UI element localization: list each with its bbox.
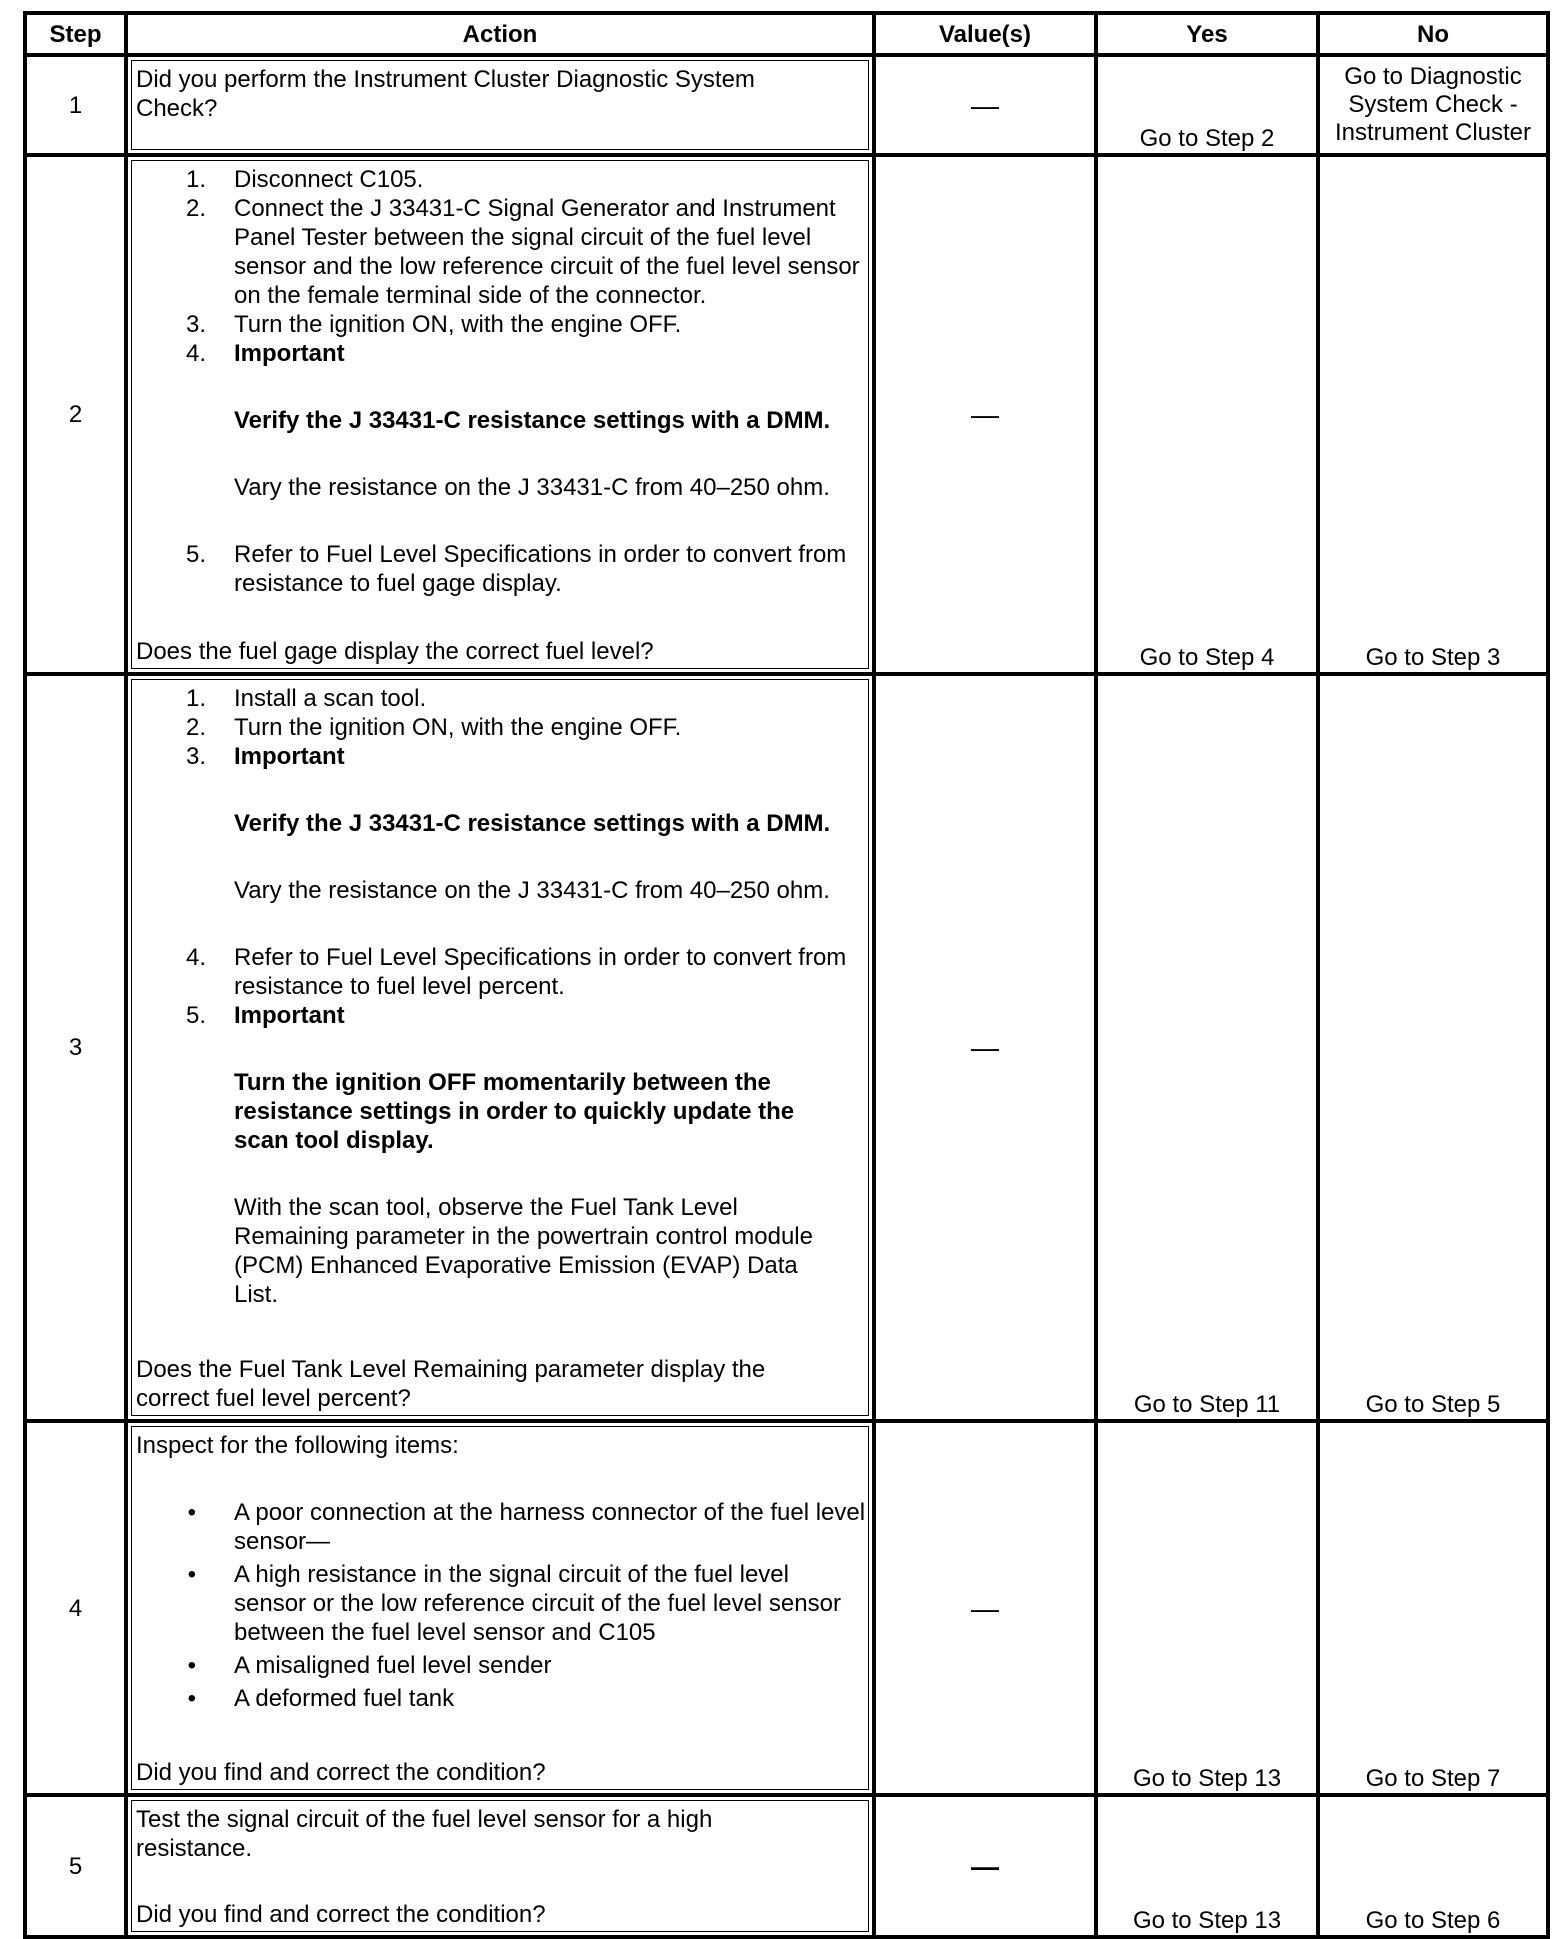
bullet-icon: • — [187, 1652, 196, 1679]
bullet-icon: • — [187, 1499, 196, 1526]
header-values: Value(s) — [874, 13, 1096, 55]
action-cell — [126, 1421, 874, 1795]
table-row — [25, 674, 1548, 1421]
item-text: A high resistance in the signal circuit of the fuel level sensor or the low reference circuit of the fuel level sensor between the fuel level sensor and C105 — [234, 1561, 841, 1646]
yes-cell: Go to Step 2 — [1096, 55, 1318, 155]
action-cell — [126, 155, 874, 674]
value-cell: — — [874, 155, 1096, 674]
important-note: Verify the J 33431-C resistance settings with a DMM. — [234, 407, 831, 434]
question-text: Does the fuel gage display the correct fuel level? — [136, 638, 654, 665]
important-label: Important — [234, 1002, 345, 1029]
item-number: 1. — [185, 166, 206, 193]
header-step: Step — [25, 13, 126, 55]
note-text: With the scan tool, observe the Fuel Tank Level Remaining parameter in the powertrain control module (PCM) Enhanced Evaporative Emission (EVAP) Data List. — [234, 1194, 813, 1308]
intro-text: Inspect for the following items: — [136, 1432, 459, 1459]
important-label: Important — [234, 340, 345, 367]
value-cell: — — [874, 674, 1096, 1421]
step-number: 1 — [25, 55, 126, 155]
header-yes: Yes — [1096, 13, 1318, 55]
item-text: Turn the ignition ON, with the engine OFF. — [234, 714, 682, 741]
step-number: 3 — [25, 674, 126, 1421]
bullet-icon: • — [187, 1561, 196, 1588]
question-text: Does the Fuel Tank Level Remaining parameter display the correct fuel level percent? — [136, 1356, 766, 1412]
important-note: Verify the J 33431-C resistance settings with a DMM. — [234, 810, 831, 837]
header-row — [25, 13, 1548, 55]
list-item — [136, 1498, 866, 1556]
header-no: No — [1318, 13, 1548, 55]
note-text: Vary the resistance on the J 33431-C from 40–250 ohm. — [234, 474, 830, 501]
step-number: 5 — [25, 1795, 126, 1937]
item-number: 3. — [185, 311, 206, 338]
item-number: 4. — [185, 340, 206, 367]
no-cell — [1318, 55, 1548, 155]
yes-cell: Go to Step 13 — [1096, 1795, 1318, 1937]
value-cell: — — [874, 1421, 1096, 1795]
list-item — [136, 1684, 866, 1713]
no-cell: Go to Step 7 — [1318, 1421, 1548, 1795]
list-item — [136, 943, 866, 1001]
item-text: Disconnect C105. — [234, 166, 424, 193]
step-number: 4 — [25, 1421, 126, 1795]
yes-cell: Go to Step 13 — [1096, 1421, 1318, 1795]
step-number: 2 — [25, 155, 126, 674]
item-text: A deformed fuel tank — [234, 1685, 455, 1712]
diagnostic-table — [23, 11, 1550, 1939]
item-number: 1. — [185, 685, 206, 712]
question-text: Did you find and correct the condition? — [136, 1901, 546, 1928]
list-item — [136, 194, 866, 310]
question-text: Did you perform the Instrument Cluster Diagnostic System Check? — [136, 66, 755, 122]
list-item — [136, 540, 866, 598]
list-item — [136, 339, 866, 368]
table-row — [25, 55, 1548, 155]
item-text: A poor connection at the harness connector of the fuel level sensor— — [234, 1499, 866, 1555]
no-cell: Go to Step 3 — [1318, 155, 1548, 674]
action-cell — [126, 1795, 874, 1937]
list-item — [136, 1001, 866, 1030]
important-label: Important — [234, 743, 345, 770]
list-item — [136, 684, 866, 713]
list-item — [136, 310, 866, 339]
list-item — [136, 713, 866, 742]
table-row — [25, 1795, 1548, 1937]
no-cell: Go to Step 5 — [1318, 674, 1548, 1421]
item-text: A misaligned fuel level sender — [234, 1652, 552, 1679]
no-cell: Go to Step 6 — [1318, 1795, 1548, 1937]
value-cell: — — [874, 1795, 1096, 1937]
item-number: 5. — [185, 541, 206, 568]
item-text: Connect the J 33431-C Signal Generator and Instrument Panel Tester between the signal circuit of the fuel level sensor and the low reference circuit of the fuel level sensor on the female terminal side of the connector. — [234, 195, 860, 309]
yes-cell: Go to Step 4 — [1096, 155, 1318, 674]
list-item — [136, 742, 866, 771]
item-text: Turn the ignition ON, with the engine OFF. — [234, 311, 682, 338]
list-item — [136, 165, 866, 194]
action-cell — [126, 674, 874, 1421]
item-text: Install a scan tool. — [234, 685, 427, 712]
note-text: Vary the resistance on the J 33431-C from 40–250 ohm. — [234, 877, 830, 904]
question-text: Did you find and correct the condition? — [136, 1759, 546, 1786]
important-note: Turn the ignition OFF momentarily between the resistance settings in order to quickly update the scan tool display. — [234, 1069, 795, 1154]
table-row — [25, 1421, 1548, 1795]
item-number: 2. — [185, 195, 206, 222]
bullet-icon: • — [187, 1685, 196, 1712]
item-text: Refer to Fuel Level Specifications in order to convert from resistance to fuel gage display. — [234, 541, 847, 597]
table-row — [25, 155, 1548, 674]
item-number: 4. — [185, 944, 206, 971]
item-text: Refer to Fuel Level Specifications in order to convert from resistance to fuel level percent. — [234, 944, 847, 1000]
item-number: 3. — [185, 743, 206, 770]
value-cell: — — [874, 55, 1096, 155]
list-item — [136, 1560, 866, 1647]
yes-cell: Go to Step 11 — [1096, 674, 1318, 1421]
no-text: Go to Diagnostic System Check - Instrument Cluster — [1334, 63, 1532, 146]
header-action: Action — [126, 13, 874, 55]
action-text: Test the signal circuit of the fuel level sensor for a high resistance. — [136, 1806, 713, 1862]
action-cell — [126, 55, 874, 155]
list-item — [136, 1651, 866, 1680]
item-number: 5. — [185, 1002, 206, 1029]
item-number: 2. — [185, 714, 206, 741]
